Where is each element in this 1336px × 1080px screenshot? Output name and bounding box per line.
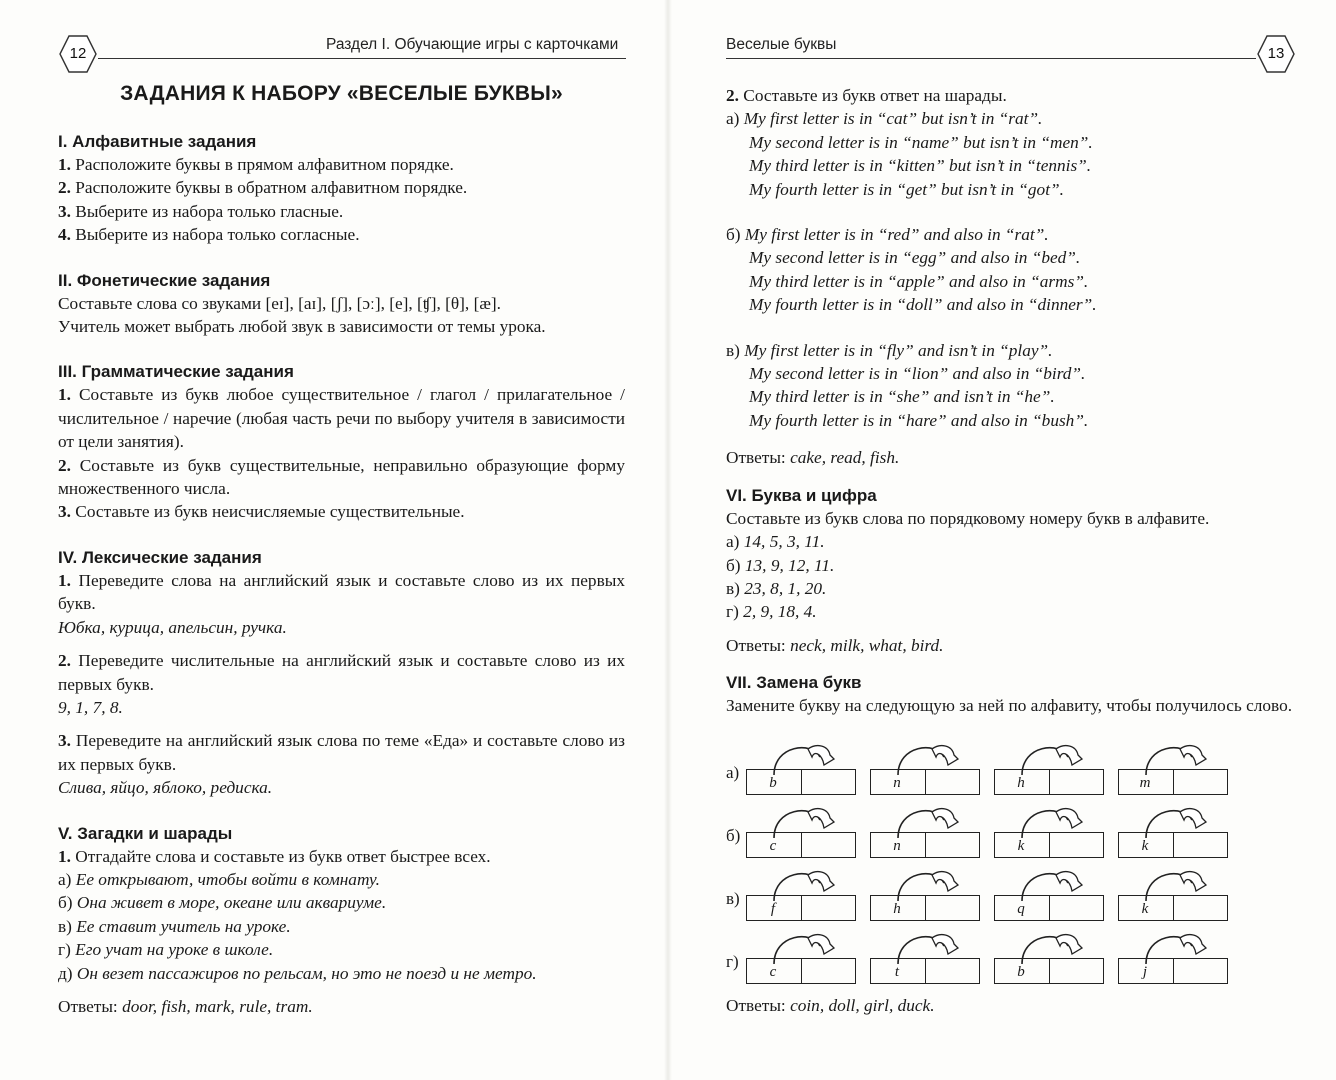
task-item: 1. Отгадайте слова и составьте из букв ответ быстрее всех.: [58, 846, 491, 866]
letter-box-pair: [1118, 889, 1228, 921]
given-letter: b: [1017, 963, 1025, 980]
riddle-item: в) Ее ставит учитель на уроке.: [58, 916, 291, 936]
number-item: в) 23, 8, 1, 20.: [726, 578, 827, 598]
number-item: а) 14, 5, 3, 11.: [726, 532, 825, 552]
letter-box-pair: [1118, 763, 1228, 795]
page-number-badge: [58, 34, 98, 74]
letter-box-pair: [994, 763, 1104, 795]
task-item: 1. Расположите буквы в прямом алфавитном порядке.: [58, 155, 454, 174]
task-item: 3. Выберите из набора только гласные.: [58, 201, 344, 221]
curved-arrow-icon: [768, 741, 838, 777]
page-title: ЗАДАНИЯ К НАБОРУ «ВЕСЕЛЫЕ БУКВЫ»: [120, 82, 563, 105]
letter-box-pair: [746, 763, 856, 795]
given-letter: m: [1139, 774, 1151, 791]
curved-arrow-icon: [768, 867, 838, 903]
section-title-phonetic: II. Фонетические задания: [58, 270, 271, 290]
curved-arrow-icon: [892, 867, 962, 903]
charade-line: My fourth letter is in “hare” and also in “bush”.: [749, 410, 1089, 430]
task-item: 2. Составьте из букв ответ на шарады.: [726, 86, 1007, 105]
letter-box-pair: [746, 889, 856, 921]
curved-arrow-icon: [1140, 867, 1210, 903]
header-rule: [98, 58, 626, 59]
page-number: 13: [1267, 45, 1285, 62]
riddle-item: г) Его учат на уроке в школе.: [58, 940, 274, 960]
curved-arrow-icon: [892, 804, 962, 840]
curved-arrow-icon: [1140, 804, 1210, 840]
section-title-alphabet: I. Алфавитные задания: [58, 132, 257, 151]
page-number: 12: [69, 45, 87, 62]
section-title-lexical: IV. Лексические задания: [58, 547, 262, 567]
section-title-letter-replace: VII. Замена букв: [726, 673, 862, 693]
charade-line: My third letter is in “kitten” but isn’t in “tennis”.: [749, 156, 1092, 176]
header-rule: [726, 58, 1256, 59]
task-words: Слива, яйцо, яблоко, редиска.: [58, 778, 273, 798]
charade-line: My second letter is in “egg” and also in “bed”.: [749, 248, 1081, 268]
curved-arrow-icon: [1140, 741, 1210, 777]
charade-line: My fourth letter is in “doll” and also in “dinner”.: [749, 295, 1097, 315]
given-letter: k: [1141, 900, 1149, 917]
curved-arrow-icon: [1140, 930, 1210, 966]
charade-line: б) My first letter is in “red” and also in “rat”.: [726, 225, 1049, 245]
curved-arrow-icon: [768, 930, 838, 966]
task-item: 1. Составьте из букв любое существительное / глагол / прилагательное / числительное / наречие (любая часть речи по выбору учителя в зависимости от цели занятия).: [58, 385, 625, 452]
answers-line: Ответы: cake, read, fish.: [726, 448, 900, 468]
left-column: [58, 80, 625, 1018]
letter-box-pair: [1118, 952, 1228, 984]
charade-line: My third letter is in “apple” and also in “arms”.: [749, 271, 1089, 291]
row-label: г): [726, 951, 739, 971]
charade-line: My second letter is in “lion” and also in “bird”.: [749, 364, 1086, 384]
task-text: Составьте из букв слова по порядковому номеру букв в алфавите.: [726, 508, 1210, 528]
task-item: 2. Переведите числительные на английский язык и составьте слово из их первых букв.: [58, 651, 625, 694]
row-label: а): [726, 762, 740, 782]
given-letter: k: [1017, 837, 1025, 854]
letter-replacement-grid: [726, 732, 1294, 984]
answers-line: Ответы: coin, doll, girl, duck.: [726, 995, 935, 1015]
number-item: б) 13, 9, 12, 11.: [726, 555, 835, 575]
section-title-letter-number: VI. Буква и цифра: [726, 485, 877, 505]
given-letter: h: [1017, 774, 1025, 791]
running-header: Веселые буквы: [726, 36, 837, 53]
row-label: в): [726, 888, 740, 908]
riddle-item: б) Она живет в море, океане или аквариуме.: [58, 893, 387, 913]
given-letter: k: [1141, 837, 1149, 854]
answers-line: Ответы: door, fish, mark, rule, tram.: [58, 996, 313, 1016]
task-item: 2. Расположите буквы в обратном алфавитном порядке.: [58, 178, 468, 198]
letter-box-pair: [746, 826, 856, 858]
letter-box-pair: [1118, 826, 1228, 858]
section-title-grammar: III. Грамматические задания: [58, 362, 294, 382]
task-item: 3. Переведите на английский язык слова по теме «Еда» и составьте слово из их первых букв.: [58, 731, 626, 774]
curved-arrow-icon: [892, 741, 962, 777]
task-text: Составьте слова со звуками [eɪ], [aɪ], [ʃ], [ɔː], [e], [ʧ], [θ], [æ].: [58, 293, 501, 313]
given-letter: t: [894, 963, 900, 980]
grid-row: [726, 795, 1294, 858]
number-item: г) 2, 9, 18, 4.: [726, 602, 817, 622]
letter-box-pair: [994, 952, 1104, 984]
given-letter: c: [769, 837, 777, 854]
grid-row: [726, 732, 1294, 795]
letter-box-pair: [870, 763, 980, 795]
charade-line: My third letter is in “she” and isn’t in “he”.: [749, 387, 1055, 407]
task-text: Учитель может выбрать любой звук в зависимости от темы урока.: [58, 317, 546, 337]
grid-row: [726, 858, 1294, 921]
right-column: [726, 84, 1294, 1017]
answers-line: Ответы: neck, milk, what, bird.: [726, 635, 944, 655]
curved-arrow-icon: [892, 930, 962, 966]
section-title-riddles: V. Загадки и шарады: [58, 823, 233, 843]
letter-box-pair: [994, 889, 1104, 921]
task-item: 4. Выберите из набора только согласные.: [58, 225, 360, 245]
letter-box-pair: [870, 826, 980, 858]
charade-line: My second letter is in “name” but isn’t in “men”.: [749, 132, 1093, 152]
curved-arrow-icon: [1016, 804, 1086, 840]
charade-line: My fourth letter is in “get” but isn’t in “got”.: [749, 179, 1064, 199]
letter-box-pair: [746, 952, 856, 984]
charade-line: а) My first letter is in “cat” but isn’t in “rat”.: [726, 109, 1043, 129]
task-item: 2. Составьте из букв существительные, неправильно образующие форму множественного числа.: [58, 455, 625, 499]
curved-arrow-icon: [1016, 930, 1086, 966]
riddle-item: д) Он везет пассажиров по рельсам, но это не поезд и не метро.: [58, 963, 537, 983]
page-number-badge: [1256, 34, 1296, 74]
riddle-item: а) Ее открывают, чтобы войти в комнату.: [58, 869, 380, 889]
letter-box-pair: [994, 826, 1104, 858]
given-letter: c: [769, 963, 777, 980]
given-letter: b: [769, 774, 777, 791]
right-page: [668, 0, 1336, 1080]
curved-arrow-icon: [1016, 741, 1086, 777]
letter-box-pair: [870, 952, 980, 984]
given-letter: q: [1017, 900, 1025, 917]
given-letter: h: [893, 900, 901, 917]
grid-row: [726, 921, 1294, 984]
task-item: 1. Переведите слова на английский язык и составьте слово из их первых букв.: [58, 570, 625, 614]
row-label: б): [726, 825, 741, 845]
running-header: Раздел I. Обучающие игры с карточками: [326, 36, 619, 53]
given-letter: n: [893, 774, 901, 791]
given-letter: f: [770, 900, 776, 917]
task-item: 3. Составьте из букв неисчисляемые существительные.: [58, 502, 465, 522]
given-letter: j: [1142, 963, 1148, 980]
curved-arrow-icon: [768, 804, 838, 840]
task-words: Юбка, курица, апельсин, ручка.: [58, 617, 287, 637]
task-text: Замените букву на следующую за ней по алфавиту, чтобы получилось слово.: [726, 696, 1293, 716]
task-words: 9, 1, 7, 8.: [58, 697, 123, 717]
letter-box-pair: [870, 889, 980, 921]
given-letter: n: [893, 837, 901, 854]
curved-arrow-icon: [1016, 867, 1086, 903]
charade-line: в) My first letter is in “fly” and isn’t in “play”.: [726, 340, 1053, 360]
